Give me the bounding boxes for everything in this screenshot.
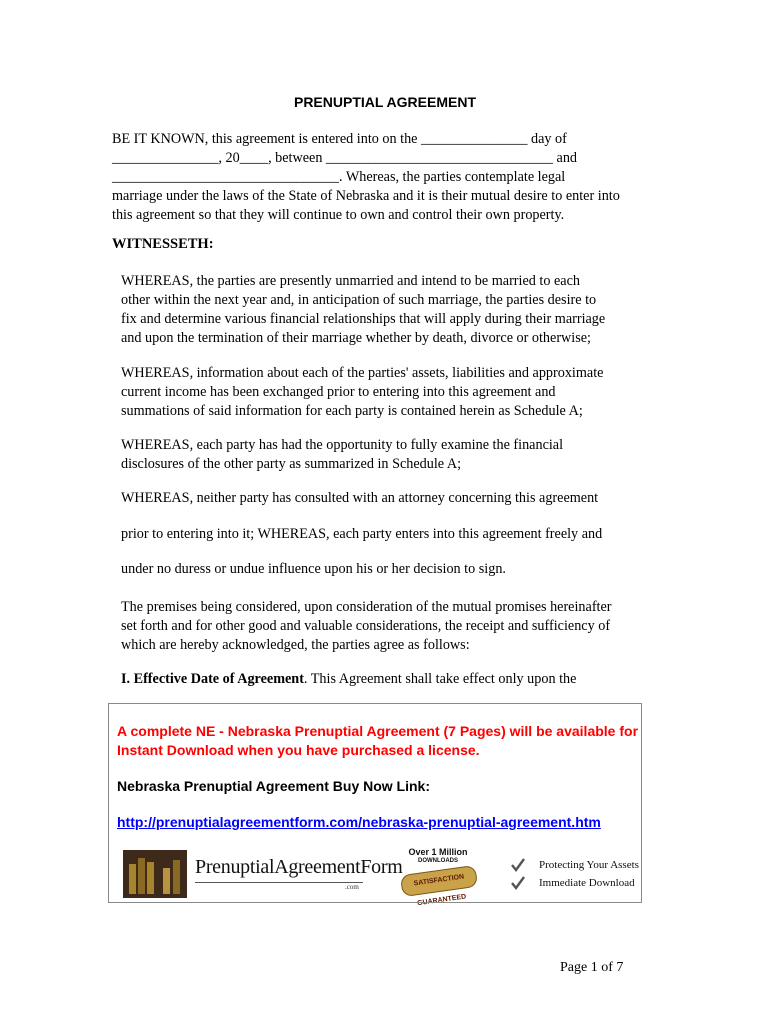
paragraph-line: summations of said information for each party is contained herein as Schedule A; [121,403,583,419]
feature-label: Immediate Download [539,877,635,889]
intro-line: this agreement so that they will continue to own and control their own property. [112,207,565,223]
paragraph-line: other within the next year and, in anticipation of such marriage, the parties desire to [121,292,597,308]
paragraph-line: fix and determine various financial relationships that will apply during their marriage [121,311,606,327]
whereas-paragraph-1 [121,272,651,348]
paragraph-line: disclosures of the other party as summarized in Schedule A; [121,456,462,472]
paragraph-line: WHEREAS, each party has had the opportunity to fully examine the financial [121,437,564,453]
feature-item [511,874,651,892]
paragraph-line: which are hereby acknowledged, the parties agree as follows: [121,637,470,653]
whereas-paragraph-3 [121,436,651,474]
purchase-alert [117,722,717,760]
section-1-paragraph [121,670,651,689]
alert-line: A complete NE - Nebraska Prenuptial Agreement (7 Pages) will be available for [117,723,639,739]
whereas-paragraph-2 [121,364,651,421]
brand-logo-suffix: .com [345,883,359,891]
witnesseth-heading: WITNESSETH: [112,236,214,252]
document-title: PRENUPTIAL AGREEMENT [293,94,476,110]
premises-paragraph [121,598,651,655]
law-books-icon [123,850,187,898]
paragraph-line: The premises being considered, upon consideration of the mutual promises hereinafter [121,599,612,615]
promo-banner[interactable] [123,847,643,908]
checkmark-icon [511,858,525,872]
whereas-paragraph-4-line-1: WHEREAS, neither party has consulted with an attorney concerning this agreement [121,490,599,506]
seal-line-1: Over 1 Million [408,847,468,857]
paragraph-line: current income has been exchanged prior to entering into this agreement and [121,384,556,400]
paragraph-line: and upon the termination of their marriage whether by death, divorce or otherwise; [121,330,591,346]
section-1-heading: I. Effective Date of Agreement [121,671,304,687]
satisfaction-badge: SATISFACTION GUARANTEED [400,865,478,897]
seal-line-2: DOWNLOADS [418,858,458,864]
intro-line: _______________, 20____, between ________________________________ and [112,150,578,166]
whereas-paragraph-4-line-2: prior to entering into it; WHEREAS, each party enters into this agreement freely and [121,526,603,542]
buy-now-link[interactable]: http://prenuptialagreementform.com/nebraska-prenuptial-agreement.htm [117,814,601,830]
whereas-paragraph-4-line-3: under no duress or undue influence upon his or her decision to sign. [121,561,506,577]
paragraph-line: WHEREAS, information about each of the parties' assets, liabilities and approximate [121,365,604,381]
guarantee-seal [393,847,483,908]
page-number: Page 1 of 7 [560,960,624,975]
brand-logo-text: PrenuptialAgreementForm [195,856,403,878]
paragraph-line: WHEREAS, the parties are presently unmarried and intend to be married to each [121,273,580,289]
intro-line: ________________________________. Whereas, the parties contemplate legal [112,169,566,185]
logo-underline [195,882,363,883]
section-1-text: . This Agreement shall take effect only upon the [303,671,577,687]
buy-now-label: Nebraska Prenuptial Agreement Buy Now Link: [117,778,430,794]
checkmark-icon [511,876,525,890]
notice-box-bottom-border [108,902,642,903]
intro-paragraph [112,130,672,225]
purchase-notice-box [108,703,642,908]
intro-line: BE IT KNOWN, this agreement is entered into on the _______________ day of [112,131,567,147]
paragraph-line: set forth and for other good and valuable considerations, the receipt and sufficiency of [121,618,611,634]
feature-checklist [511,856,651,892]
alert-line: Instant Download when you have purchased a license. [117,742,480,758]
intro-line: marriage under the laws of the State of Nebraska and it is their mutual desire to enter into [112,188,620,204]
feature-label: Protecting Your Assets [539,859,639,871]
feature-item [511,856,651,874]
